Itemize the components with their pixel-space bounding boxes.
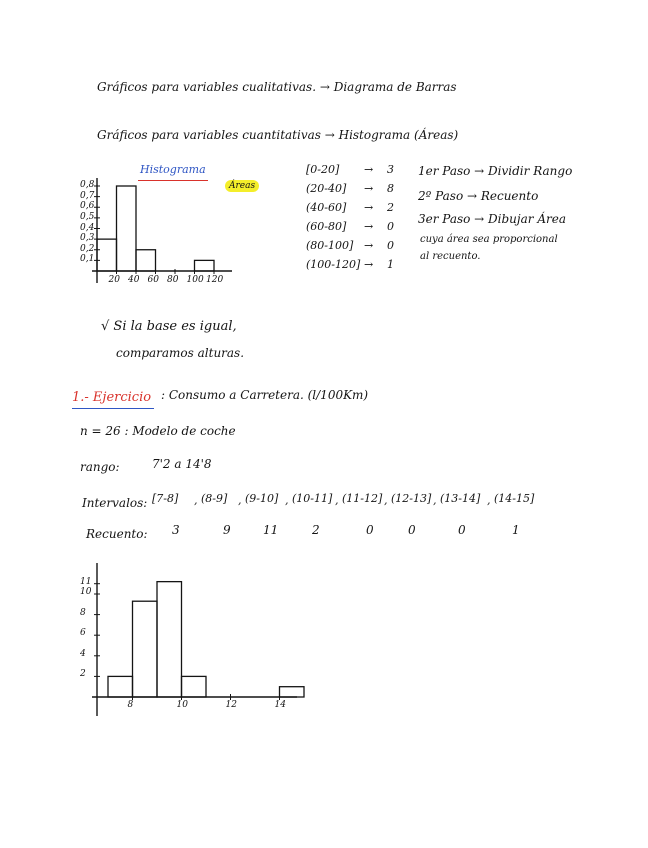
histogram1-x-tick-label: 20 <box>108 275 120 285</box>
line-cualitativas: Gráficos para variables cualitativas. → Diagrama de Barras <box>97 80 457 94</box>
histogram1-title: Histograma <box>140 163 206 176</box>
histogram1-y-tick-label: 0,8 <box>80 180 95 190</box>
histogram1-bar <box>195 260 215 271</box>
histogram2-y-tick-label: 10 <box>80 587 92 597</box>
histogram1-bar <box>136 250 156 271</box>
interval-count: 0 <box>387 239 394 252</box>
interval-label: (40-60] <box>306 201 347 214</box>
histogram2-bar <box>157 582 182 697</box>
histogram2-x-tick-label: 8 <box>127 700 134 710</box>
comma-separator: , <box>433 494 437 507</box>
histogram1-title-underline <box>138 180 208 181</box>
exercise-count: 2 <box>312 523 320 537</box>
exercise-count-label: Recuento: <box>86 527 148 541</box>
note-line-1: √ Si la base es igual, <box>101 319 237 334</box>
interval-label: (80-100] <box>306 239 354 252</box>
exercise-range-value: 7'2 a 14'8 <box>152 457 212 471</box>
exercise-interval: (10-11] <box>292 492 333 505</box>
interval-label: (60-80] <box>306 220 347 233</box>
histogram1-badge: Áreas <box>225 180 259 192</box>
exercise-count: 0 <box>366 523 374 537</box>
exercise-range-label: rango: <box>80 460 120 474</box>
arrow-icon: → <box>364 239 374 252</box>
histogram1-x-tick-label: 80 <box>167 275 179 285</box>
histogram2-bar <box>108 676 133 697</box>
interval-count: 0 <box>387 220 394 233</box>
step-3-detail-2: al recuento. <box>420 251 481 262</box>
exercise-interval: [7-8] <box>152 492 179 505</box>
histogram1-x-tick-label: 120 <box>206 275 224 285</box>
histogram2-chart <box>0 0 1 1</box>
histogram1-y-tick-label: 0,7 <box>80 190 95 201</box>
histogram1-bar <box>97 239 117 271</box>
histogram2-y-tick-label: 2 <box>80 669 86 680</box>
histogram1-x-tick-label: 100 <box>186 275 204 285</box>
exercise-count: 9 <box>223 523 231 537</box>
comma-separator: , <box>285 494 289 507</box>
histogram1-bar <box>117 186 137 271</box>
arrow-icon: → <box>364 182 374 195</box>
note-line-2: comparamos alturas. <box>116 346 245 360</box>
histogram1-y-tick-label: 0,1 <box>80 254 95 265</box>
step-1: 1er Paso → Dividir Rango <box>418 164 573 178</box>
exercise-interval: (8-9] <box>201 492 228 505</box>
histogram1-x-tick-label: 40 <box>128 275 140 285</box>
exercise-interval: (9-10] <box>245 492 279 505</box>
comma-separator: , <box>487 494 491 507</box>
exercise-interval: (14-15] <box>494 492 535 505</box>
exercise-heading: 1.- Ejercicio <box>72 390 152 405</box>
exercise-count: 3 <box>172 523 180 537</box>
exercise-interval: (12-13] <box>391 492 432 505</box>
histogram2-x-tick-label: 14 <box>274 700 286 710</box>
exercise-count: 1 <box>512 523 520 537</box>
exercise-count: 0 <box>408 523 416 537</box>
exercise-intervals-label: Intervalos: <box>82 496 148 510</box>
histogram1-y-tick-label: 0,4 <box>80 222 95 233</box>
step-2: 2º Paso → Recuento <box>418 189 539 203</box>
interval-label: [0-20] <box>306 163 340 176</box>
histogram2-y-tick-label: 8 <box>80 607 86 618</box>
exercise-interval: (13-14] <box>440 492 481 505</box>
interval-count: 8 <box>387 182 394 195</box>
comma-separator: , <box>194 494 198 507</box>
exercise-interval: (11-12] <box>342 492 383 505</box>
histogram2-x-tick-label: 12 <box>225 700 237 710</box>
histogram2-x-tick-label: 10 <box>176 700 188 710</box>
histogram1-y-tick-label: 0,6 <box>80 201 95 212</box>
arrow-icon: → <box>364 258 374 271</box>
histogram2-bar <box>133 601 158 697</box>
step-3: 3er Paso → Dibujar Área <box>418 212 566 226</box>
comma-separator: , <box>238 494 242 507</box>
arrow-icon: → <box>364 220 374 233</box>
exercise-heading-underline <box>72 408 154 409</box>
step-3-detail: cuya área sea proporcional <box>420 234 558 245</box>
exercise-count: 11 <box>263 523 279 537</box>
interval-label: (20-40] <box>306 182 347 195</box>
interval-label: (100-120] <box>306 258 361 271</box>
histogram2-y-tick-label: 6 <box>80 628 86 639</box>
histogram1-y-tick-label: 0,2 <box>80 243 95 254</box>
comma-separator: , <box>335 494 339 507</box>
histogram2-bar <box>182 676 207 697</box>
line-cuantitativas: Gráficos para variables cuantitativas → Histograma (Áreas) <box>97 128 459 142</box>
exercise-title: : Consumo a Carretera. (l/100Km) <box>161 388 369 402</box>
exercise-n-line: n = 26 : Modelo de coche <box>80 424 236 438</box>
histogram2-y-tick-label: 11 <box>80 576 92 587</box>
histogram2-bar <box>280 687 305 697</box>
exercise-count: 0 <box>458 523 466 537</box>
comma-separator: , <box>384 494 388 507</box>
arrow-icon: → <box>364 163 374 176</box>
histogram2-y-tick-label: 4 <box>80 648 86 659</box>
interval-count: 3 <box>387 163 394 176</box>
arrow-icon: → <box>364 201 374 214</box>
histogram1-x-tick-label: 60 <box>147 275 159 285</box>
histogram1-y-tick-label: 0,3 <box>80 233 95 244</box>
histogram1-y-tick-label: 0,5 <box>80 211 95 222</box>
interval-count: 1 <box>387 258 394 271</box>
interval-count: 2 <box>387 201 394 214</box>
